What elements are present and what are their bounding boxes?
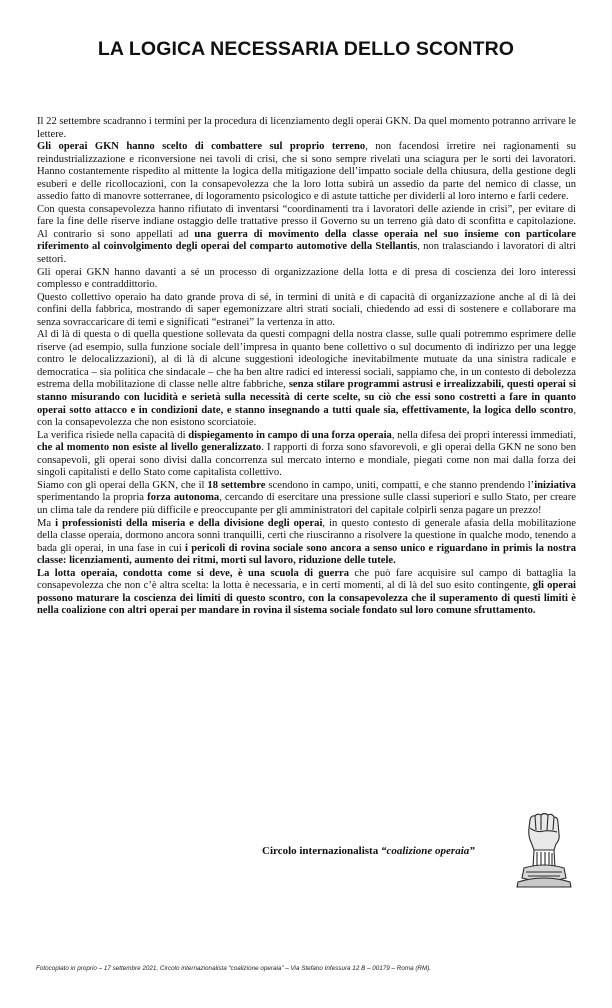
paragraph (37, 141, 576, 204)
bold-text: una guerra di movimento della classe operaia nel suo insieme con particolare riferimento al coinvolgimento degli operai del comparto automotive della Stellantis (37, 228, 576, 253)
text-run: , con la consapevolezza che non esistono scorciatoie. (37, 404, 576, 429)
paragraph (37, 480, 576, 518)
bold-text: La lotta operaia, condotta come si deve, è una scuola di guerra (37, 567, 350, 579)
bold-text: i pericoli di rovina sociale sono ancora a senso unico e riguardano in primis la nostra classe: licenziamenti, aumento dei ritmi, morti sul lavoro, riduzione delle tutele. (37, 542, 576, 567)
signature (262, 845, 475, 857)
paragraph (37, 292, 576, 330)
bold-text: iniziativa (534, 479, 576, 491)
bold-text: gli operai possono maturare la coscienza dei limiti di questo scontro, con la consapevolezza che il superamento di questi limiti è nella coalizione con altri operai per mandare in rovina il sistema sociale fondato sul loro comune sfruttamento. (37, 580, 576, 617)
paragraph (37, 267, 576, 292)
text-run: Siamo con gli operai della GKN, che il (37, 479, 208, 491)
text-run: Ma (37, 517, 56, 529)
text-run: Gli operai GKN hanno davanti a sé un processo di organizzazione della lotta e di presa di coscienza dei loro interessi complesso e contraddittorio. (37, 266, 576, 291)
footer-note: Fotocopiato in proprio – 17 settembre 2021, Circolo internazionalista “coalizione operaia” – Via Stefano Infessura 12 B – 00179 – Roma (RM). (36, 965, 432, 972)
text-run: Con questa consapevolezza hanno rifiutato di inventarsi “coordinamenti tra i lavoratori delle aziende in crisi”, per evitare di fare la fine delle riserve indiane ostaggio delle trattative presso il Governo su un terreno già dato di sconfitta e capitolazione. Al contrario si sono appellati ad (37, 203, 576, 240)
bold-text: forza autonoma (147, 492, 220, 504)
paragraph (37, 116, 576, 141)
text-run: Il 22 settembre scadranno i termini per la procedura di licenziamento degli operai GKN. Da quel momento potranno arrivare le lettere. (37, 116, 576, 140)
text-run: Questo collettivo operaio ha dato grande prova di sé, in termini di unità e di capacità di organizzazione anche al di là dei confini della fabbrica, mostrando di saper egemonizzare altri strati sociali, chiedendo ad essi di sostenere e collaborare ma senza sovraccaricare di temi e significati “estranei” la vertenza in atto. (37, 291, 576, 328)
bold-text: che al momento non esiste al livello generalizzato (37, 442, 262, 454)
bold-text: Gli operai GKN hanno scelto di combattere sul proprio terreno (37, 141, 366, 153)
paragraph (37, 568, 576, 618)
text-run: . I rapporti di forza sono sfavorevoli, e gli operai della GKN ne sono ben consapevoli, gli operai sono divisi dalla concorrenza sul mercato interno e mondiale, piegati come non mai dalla forza dei singoli capitalisti e dello Stato come capitalista collettivo. (37, 442, 576, 479)
signature-block (0, 812, 612, 888)
bold-text: 18 settembre (207, 479, 266, 491)
text-run: , non tralasciando i lavoratori di altri settori. (37, 241, 576, 266)
text-run: , in questo contesto di generale afasia della mobilitazione della classe operaia, dormono ancora sonni tranquilli, certi che riusciranno a risolvere la questione in qualche modo, tenendo a bada gli operai, in una fase in cui (37, 517, 576, 554)
text-run: , cercando di esercitare una pressione sulle classi superiori e sullo Stato, per creare un clima tale da rendere più difficile e preoccupante per gli amministratori del capitale colpirli senza pagare un prezzo! (37, 492, 576, 516)
bold-text: i professionisti della miseria e della divisione degli operai (55, 517, 323, 529)
text-run: , non facendosi irretire nei ragionamenti su reindustrializzazione e riconversione nei tavoli di crisi, che si sono sempre rivelati una sciagura per le sorti dei lavoratori. Hanno costantemente rispedito al mittente la logica della mitigazione dell’impatto sociale della chiusura, della gestione degli esuberi e delle ricollocazioni, con la consapevolezza che la loro lotta subirà un assedio da parte del nemico di classe, un assedio fatto di manovre sotterranee, di logoramento psicologico e di astute tattiche per dividerli al loro interno e farli cedere. (37, 141, 576, 203)
text-run: scendono in campo, uniti, compatti, e che stanno prendendo l’ (265, 479, 535, 491)
text-run: che può fare acquisire sul campo di battaglia la consapevolezza che non c’è altra scelta: la lotta è necessaria, e in certi momenti, al di là del suo esito contingente, (37, 567, 576, 592)
text-run: sperimentando la propria (37, 492, 148, 504)
bold-text: dispiegamento in campo di una forza operaia (188, 429, 392, 441)
text-run: La verifica risiede nella capacità di (37, 429, 189, 441)
document-body (37, 116, 576, 618)
paragraph (37, 430, 576, 480)
paragraph (37, 329, 576, 429)
raised-fist-icon (514, 812, 574, 888)
paragraph (37, 518, 576, 568)
text-run: Al di là di questa o di quella questione sollevata da questi compagni della nostra classe, sulle quali potremmo esprimere delle riserve (ad esempio, sulla funzione sociale dell’impresa in quanto bene collettivo o sul documento di indirizzo per una legge contro le delocalizzazioni), al di là di alcune suggestioni ideologiche inevitabilmente mutuate da una sinistra radicale e democratica – sia politica che sindacale – che ha ben altre radici ed interessi sociali, sappiamo che, in un contesto di debolezza estrema della mobilitazione di classe nelle altre fabbriche, (37, 329, 576, 391)
signature-name: “coalizione operaia” (380, 845, 475, 857)
signature-prefix: Circolo internazionalista (262, 845, 381, 857)
paragraph (37, 204, 576, 267)
page-title: LA LOGICA NECESSARIA DELLO SCONTRO (97, 38, 515, 60)
text-run: , nella difesa dei propri interessi immediati, (391, 429, 577, 441)
bold-text: senza stilare programmi astrusi e irrealizzabili, questi operai si stanno misurando con lucidità e serietà sulla necessità di certe scelte, su ciò che essi sono costretti a fare in quanto operai sotto attacco e in condizioni date, e stanno insegnando a tutti quale sia, effettivamente, la logica dello scontro (37, 379, 576, 416)
